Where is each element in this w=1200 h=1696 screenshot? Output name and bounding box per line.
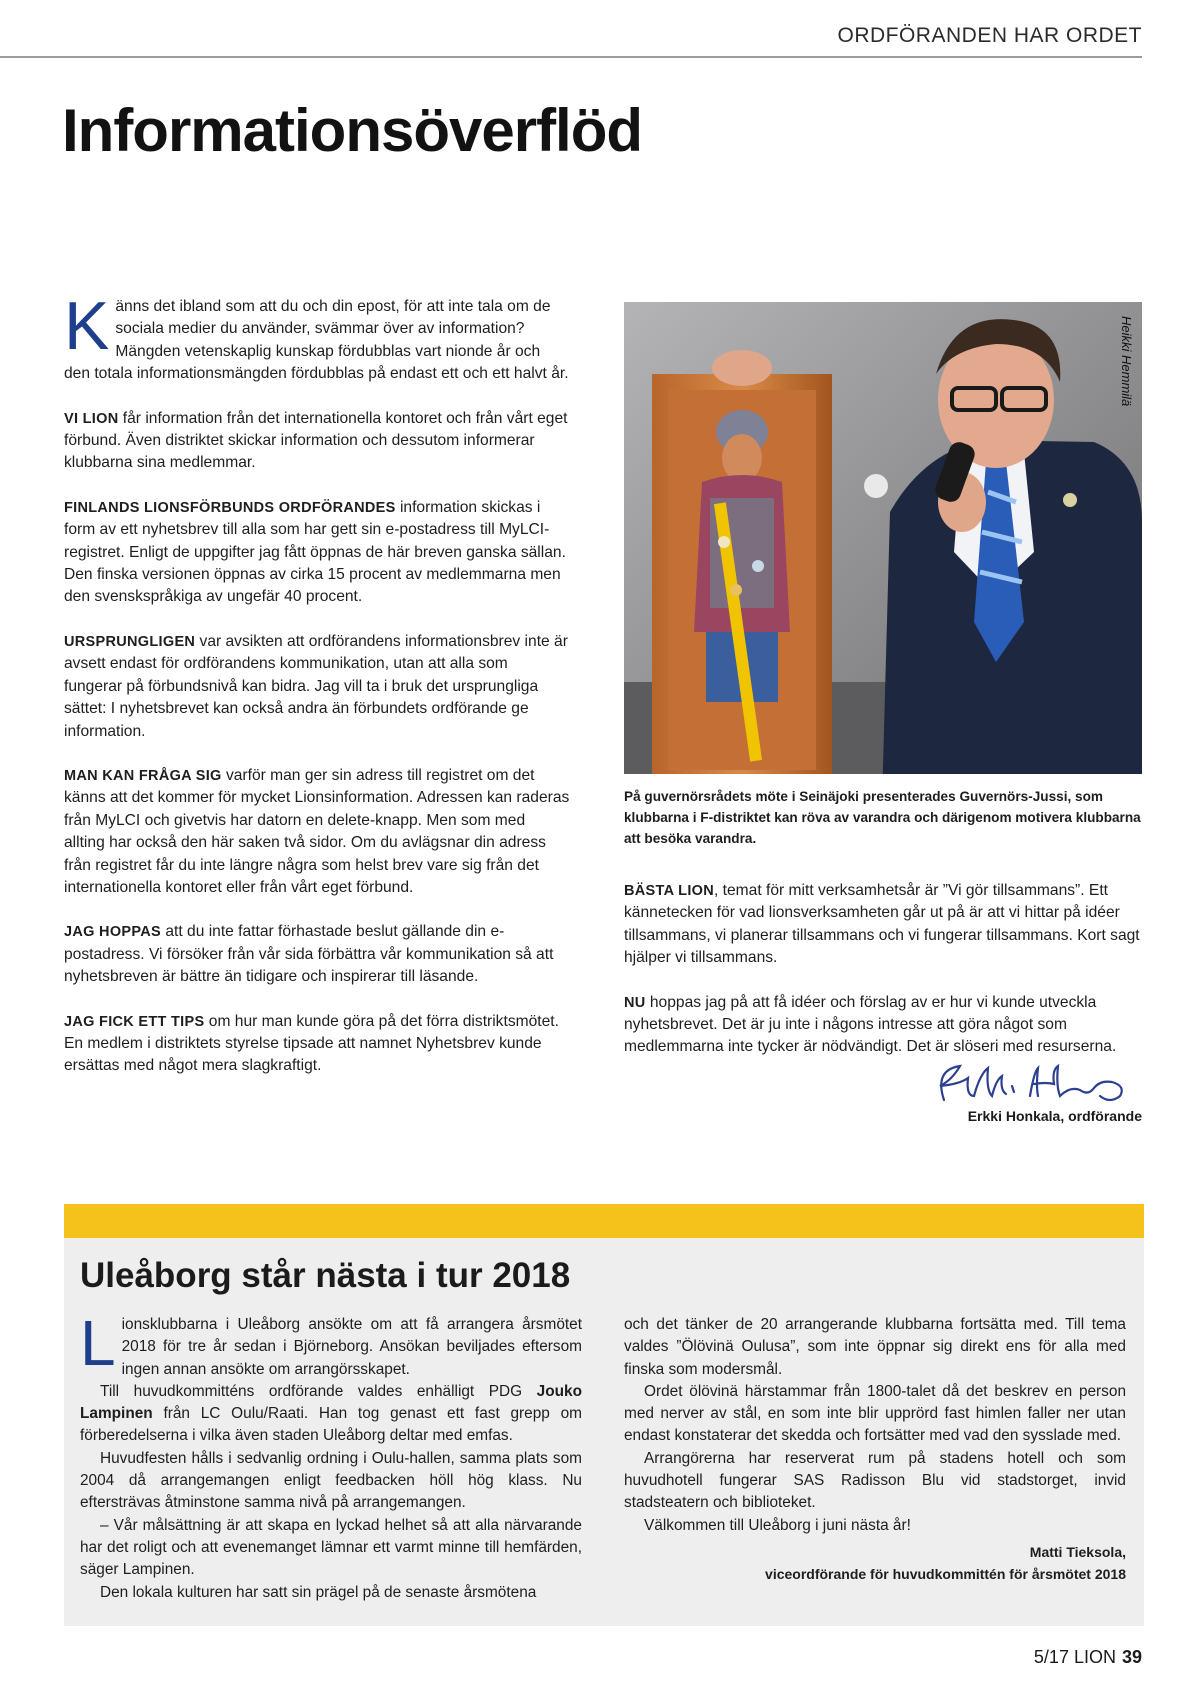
article-left-column [64,288,570,1100]
paragraph-basta-lion [624,880,1144,970]
paragraph-text: att du inte fattar förhastade beslut gällande din e-postadress. Vi försöker från vår sida förbättra vår kommunikation så att nyhetsbreven är bättre än tidigare och inspirerar till läsande. [64,923,554,986]
paragraph-nu [624,992,1144,1059]
box-paragraph: Huvudfesten hålls i sedvanlig ordning i Oulu-hallen, samma plats som 2004 då arrangemangen enligt feedbacken höll hög klass. Nu eftersträvas åtminstone samma nivå på arrangemangen. [80,1449,582,1512]
issue-label: 5/17 LION [1033,1647,1116,1667]
box-person-name: Jouko Lampinen [80,1382,582,1423]
box-left-column [80,1307,582,1604]
box-text: från LC Oulu/Raati. Han tog genast ett fast grepp om förberedelserna i vilka även staden Uleåborg deltar med emfas. [80,1405,582,1445]
paragraph-lead: JAG FICK ETT TIPS [64,1013,205,1030]
paragraph-ursprungligen [64,631,570,743]
header-rule [0,56,1142,58]
intro-dropcap: K [64,288,110,364]
intro-paragraph [64,288,570,386]
paragraph-text: , temat för mitt verksamhetsår är ”Vi gör tillsammans”. Ett kännetecken för vad lionsverksamheten går ut på är att vi hittar på idéer tillsammans, vi planerar tillsammans och vi fungerar tillsammans. Kort sagt hjälper vi tillsammans. [624,882,1140,967]
paragraph-text: om hur man kunde göra på det förra distriktsmötet. En medlem i distriktets styrelse tipsade att namnet Nyhetsbrev kunde ersättas med något mera slagkraftigt. [64,1012,559,1075]
box-paragraph [80,1381,582,1448]
box-signature [624,1541,1126,1585]
photo-credit: Heikki Hemmilä [1119,316,1134,407]
article-photo [624,302,1142,774]
paragraph-text: får information från det internationella kontoret och från vårt eget förbund. Även distriktet skickar information och dessutom informerar klubbarna sina medlemmar. [64,409,568,472]
box-paragraph: Ordet ölövinä härstammar från 1800-talet då det beskrev en person med nerver av stål, en som inte blir upprörd fast himlen faller ner utan endast konstaterar det skedda och fortsätter med vad den sysslade med. [624,1382,1126,1445]
page-title: Informationsöverflöd [62,97,643,164]
page-number: 39 [1121,1647,1142,1667]
box-right-column [624,1314,1126,1585]
photo-illustration [624,302,1142,774]
box-paragraph: – Vår målsättning är att skapa en lyckad helhet så att alla närvarande har det roligt och att evenemanget lämnar ett varmt minne till hemfärden, säger Lampinen. [80,1516,582,1579]
box-paragraph: Arrangörerna har reserverat rum på stadens hotell och som huvudhotell fungerar SAS Radisson Blu vid stadstorget, invid stadsteatern och biblioteket. [624,1449,1126,1512]
paragraph-text: var avsikten att ordförandens informationsbrev inte är avsett endast för ordförandens kommunikation, utan att alla som fungerar på förbundsnivå kan bidra. Jag vill ta i bruk det ursprungliga sättet: I nyhetsbrevet kan också andra än förbundets ordförande ge information. [64,632,568,740]
box-signer-name: Matti Tieksola, [1029,1543,1126,1560]
paragraph-lead: VI LION [64,410,119,427]
handwritten-signature [930,1056,1140,1112]
intro-text: änns det ibland som att du och din epost, för att inte tala om de sociala medier du använder, svämmar över av information? Mängden vetenskaplig kunskap fördubblas vart nionde år och den totala informationsmängden fördubblas på endast ett och ett halvt år. [64,298,569,383]
paragraph-lead: NU [624,994,646,1011]
box-paragraph: Den lokala kulturen har satt sin prägel på de senaste årsmötena [100,1583,537,1601]
paragraph-text: information skickas i form av ett nyhetsbrev till alla som har gett sin e-postadress till MyLCI-registret. Enligt de uppgifter jag fått öppnas de här breven ganska sällan. Den finska versionen öppnas av cirka 15 procent av medlemmarna men den svenskspråkiga av ungefär 40 procent. [64,498,566,606]
article-right-column [624,880,1144,1081]
paragraph-lead: JAG HOPPAS [64,924,162,941]
box-text: ionsklubbarna i Uleåborg ansökte om att få arrangera årsmötet 2018 för tre år sedan i Björneborg. Ansökan beviljades eftersom ingen annan ansökte om arrangörsskapet. [121,1316,582,1378]
box-paragraph [80,1307,582,1381]
paragraph-text: varför man ger sin adress till registret om det känns att det kommer för mycket Lionsinformation. Adressen kan raderas från MyLCI och givetvis har datorn en delete-knapp. Men som med allting har också den här saken två sidor. Om du avlägsnar din adress från registret får du inte längre några som helst brev vare sig från det internationella kontoret eller från vårt eget förbund. [64,766,570,896]
box-paragraph: Välkommen till Uleåborg i juni nästa år! [644,1516,911,1534]
paragraph-lead: FINLANDS LIONSFÖRBUNDS ORDFÖRANDES [64,499,396,516]
page-folio [1034,1647,1142,1668]
paragraph-finlands [64,497,570,609]
paragraph-vi-lion [64,408,570,475]
photo-caption: På guvernörsrådets möte i Seinäjoki presenterades Guvernörs-Jussi, som klubbarna i F-distriktet kan röva av varandra och därigenom motivera klubbarna att besöka varandra. [624,789,1141,846]
paragraph-lead: URSPRUNGLIGEN [64,633,196,650]
paragraph-jag-fick [64,1011,570,1078]
box-accent-bar [64,1204,1144,1238]
paragraph-man-kan [64,765,570,899]
paragraph-text: hoppas jag på att få idéer och förslag av er hur vi kunde utveckla nyhetsbrevet. Det är ju inte i någons intresse att göra något som medlemmarna inte tycker är nödvändigt. Det är slöseri med resurserna. [624,993,1117,1056]
paragraph-lead: MAN KAN FRÅGA SIG [64,767,222,784]
signer-name: Erkki Honkala, ordförande [967,1108,1142,1124]
box-signer-role: viceordförande för huvudkommittén för årsmötet 2018 [765,1565,1126,1582]
box-paragraph: och det tänker de 20 arrangerande klubbarna fortsätta med. Till tema valdes ”Ölövinä Oulusa”, som inte öppnar sig direkt ens för alla med finska som modersmål. [624,1316,1126,1378]
box-title: Uleåborg står nästa i tur 2018 [80,1256,571,1295]
section-label: ORDFÖRANDEN HAR ORDET [837,24,1142,47]
paragraph-lead: BÄSTA LION [624,883,714,899]
paragraph-jag-hoppas [64,921,570,988]
box-dropcap: L [80,1307,116,1379]
box-text: Till huvudkommitténs ordförande valdes enhälligt PDG [100,1382,537,1400]
